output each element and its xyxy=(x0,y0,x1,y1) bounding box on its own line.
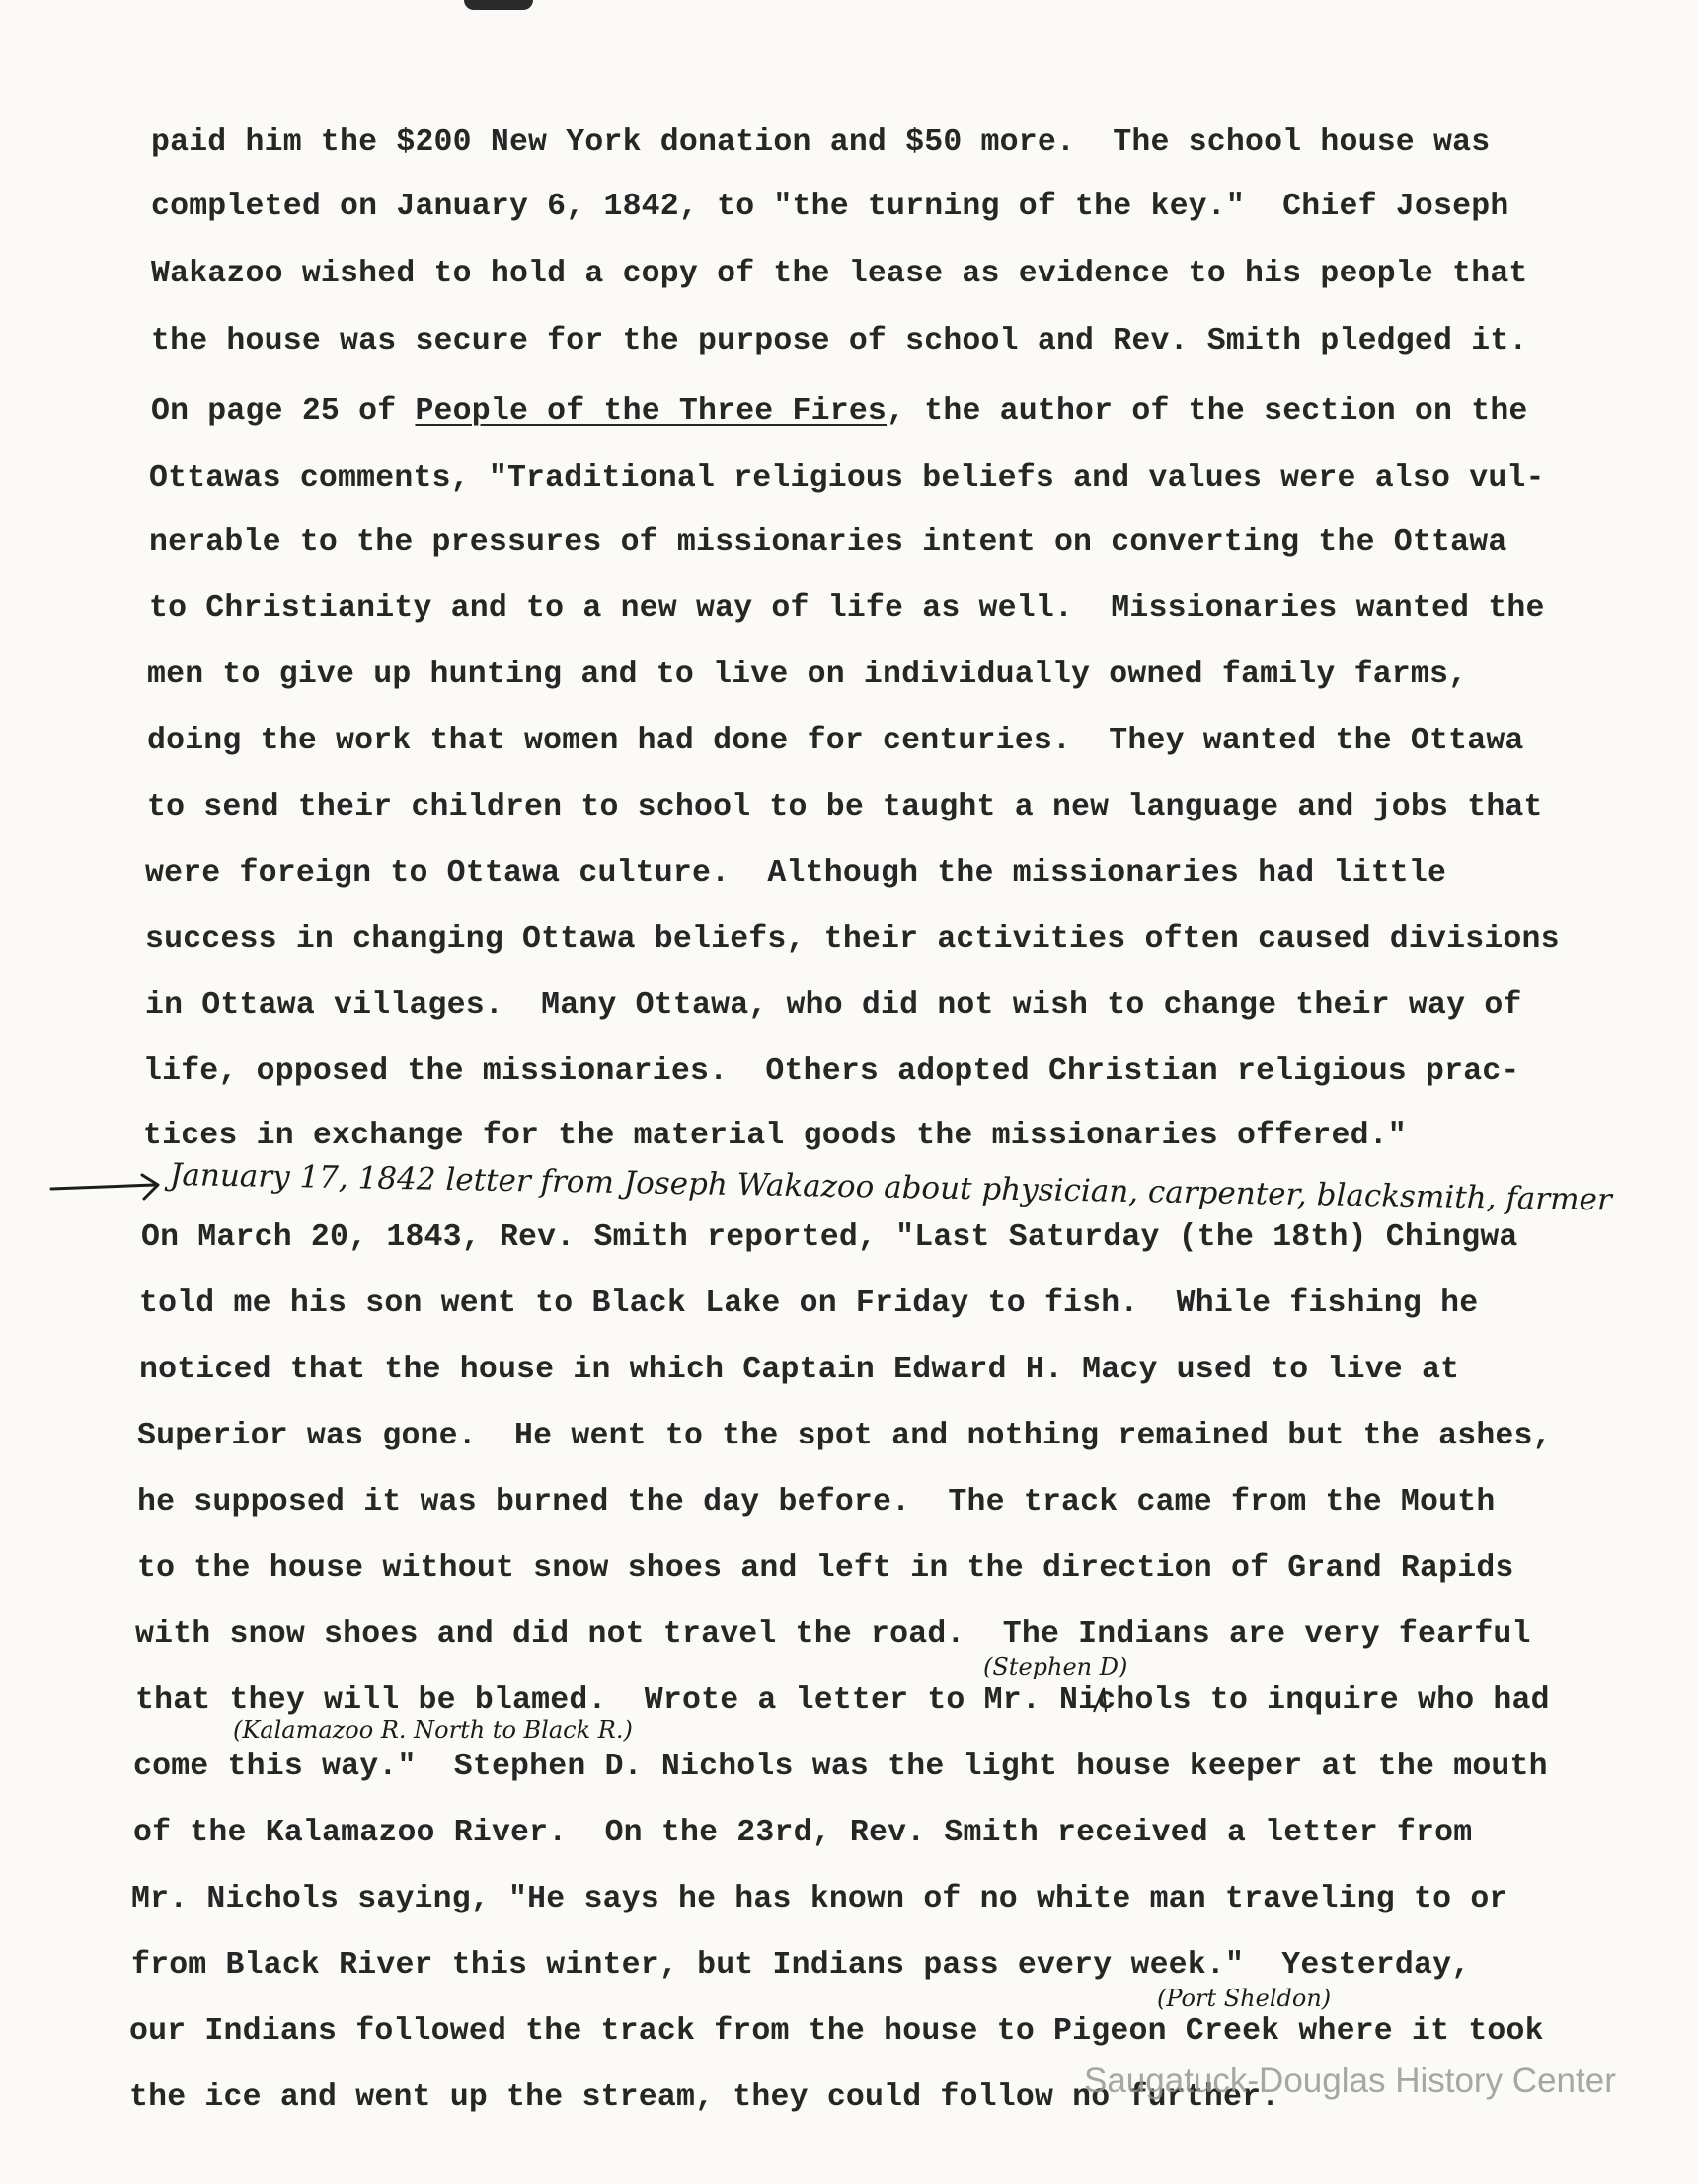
text-line-13: success in changing Ottawa beliefs, their activities often caused divisions xyxy=(145,922,1560,957)
text-line-12: were foreign to Ottawa culture. Although the missionaries had little xyxy=(145,856,1447,891)
text-line-10: doing the work that women had done for centuries. They wanted the Ottawa xyxy=(147,724,1524,758)
annotation-port-sheldon: (Port Sheldon) xyxy=(1157,1985,1332,2012)
text-line-30: the ice and went up the stream, they could follow no further. xyxy=(129,2080,1280,2115)
text-line-5-rest: , the author of the section on the xyxy=(887,394,1528,429)
text-line-11: to send their children to school to be taught a new language and jobs that xyxy=(147,790,1543,824)
text-line-5 xyxy=(151,392,1698,431)
text-line-5-start: On page 25 of xyxy=(151,394,416,429)
paper-edge-mark xyxy=(464,0,533,10)
text-line-3: Wakazoo wished to hold a copy of the lease as evidence to his people that xyxy=(151,257,1528,291)
annotation-kalamazoo-river: (Kalamazoo R. North to Black R.) xyxy=(233,1716,633,1744)
text-line-15: life, opposed the missionaries. Others adopted Christian religious prac- xyxy=(143,1054,1520,1089)
text-line-25: come this way." Stephen D. Nichols was the light house keeper at the mouth xyxy=(133,1750,1548,1784)
text-line-23: with snow shoes and did not travel the road. The Indians are very fearful xyxy=(135,1617,1531,1652)
text-line-22: to the house without snow shoes and left in the direction of Grand Rapids xyxy=(137,1551,1514,1586)
text-line-4: the house was secure for the purpose of school and Rev. Smith pledged it. xyxy=(151,324,1528,358)
annotation-stephen-d: (Stephen D) xyxy=(983,1653,1128,1680)
text-line-9: men to give up hunting and to live on individually owned family farms, xyxy=(147,658,1468,692)
text-line-8: to Christianity and to a new way of life as well. Missionaries wanted the xyxy=(149,591,1545,626)
text-line-28: from Black River this winter, but Indians pass every week." Yesterday, xyxy=(131,1948,1471,1983)
text-line-2: completed on January 6, 1842, to "the turning of the key." Chief Joseph xyxy=(151,190,1509,224)
text-line-19: noticed that the house in which Captain Edward H. Macy used to live at xyxy=(139,1353,1460,1387)
text-line-18: told me his son went to Black Lake on Friday to fish. While fishing he xyxy=(139,1287,1479,1321)
watermark: Saugatuck-Douglas History Center xyxy=(1084,2062,1616,2100)
text-line-26: of the Kalamazoo River. On the 23rd, Rev. Smith received a letter from xyxy=(133,1816,1473,1850)
text-line-14: in Ottawa villages. Many Ottawa, who did not wish to change their way of xyxy=(145,988,1522,1023)
text-line-29: our Indians followed the track from the house to Pigeon Creek where it took xyxy=(129,2014,1544,2049)
text-line-20: Superior was gone. He went to the spot and nothing remained but the ashes, xyxy=(137,1419,1552,1453)
book-title: People of the Three Fires xyxy=(415,394,888,429)
text-line-17: On March 20, 1843, Rev. Smith reported, "Last Saturday (the 18th) Chingwa xyxy=(141,1220,1518,1255)
text-line-16: tices in exchange for the material goods the missionaries offered." xyxy=(143,1119,1407,1153)
margin-arrow-icon xyxy=(47,1167,166,1207)
margin-note-handwritten: January 17, 1842 letter from Joseph Wakazoo about physician, carpenter, blacksmith, farmer xyxy=(169,1157,1612,1218)
text-line-24: that they will be blamed. Wrote a letter to Mr. Nichols to inquire who had xyxy=(135,1683,1550,1718)
text-line-7: nerable to the pressures of missionaries intent on converting the Ottawa xyxy=(149,525,1507,560)
text-line-6: Ottawas comments, "Traditional religious beliefs and values were also vul- xyxy=(149,461,1545,496)
text-line-1: paid him the $200 New York donation and $50 more. The school house was xyxy=(151,125,1491,160)
text-line-21: he supposed it was burned the day before. The track came from the Mouth xyxy=(137,1485,1496,1520)
text-line-27: Mr. Nichols saying, "He says he has known of no white man traveling to or xyxy=(131,1882,1508,1916)
